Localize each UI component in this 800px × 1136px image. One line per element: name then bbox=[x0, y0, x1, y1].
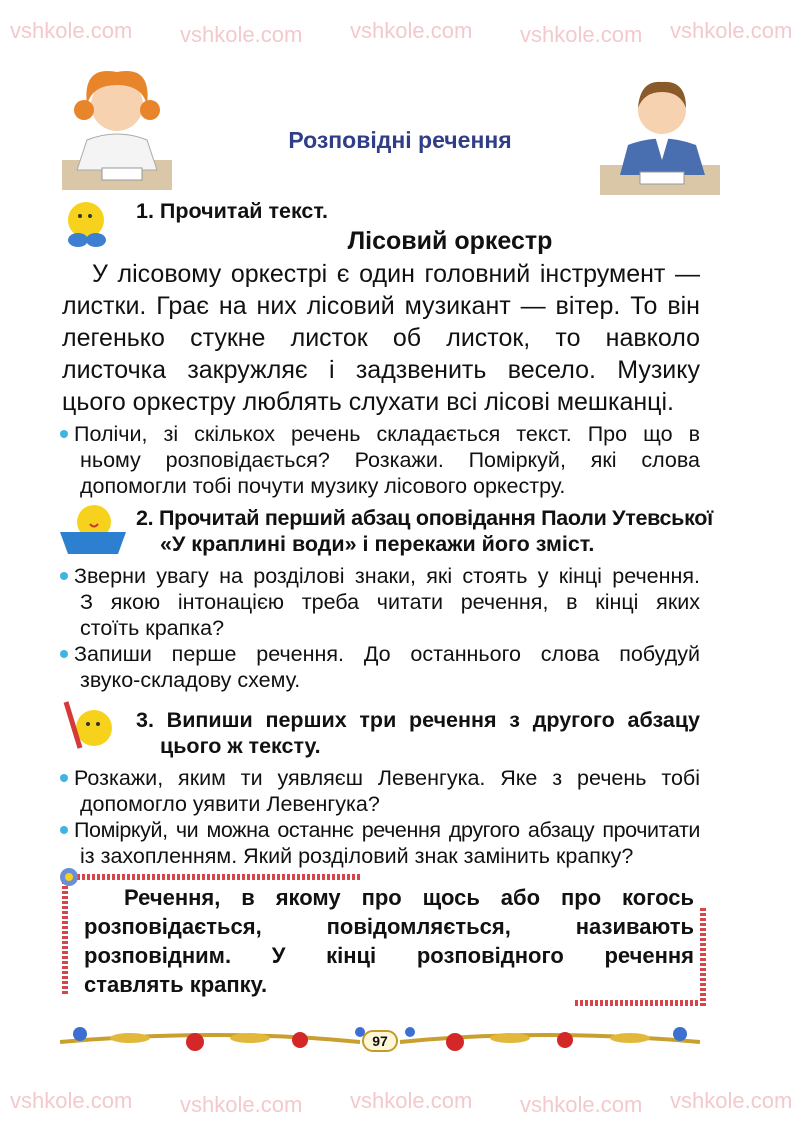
question-line: із захопленням. Який розділовий знак замінить крапку? bbox=[80, 844, 634, 868]
watermark-text: vshkole.com bbox=[520, 1092, 643, 1117]
rule-line: розповідається, повідомляється, називають bbox=[84, 914, 694, 939]
task-2-label: 2. Прочитай перший абзац оповідання Паоли Утевської bbox=[136, 506, 713, 530]
watermark-text: vshkole.com bbox=[180, 22, 303, 47]
story-line: легенько стукне листок об листок, то навколо bbox=[62, 324, 700, 352]
task-3-label: цього ж тексту. bbox=[160, 734, 321, 758]
rule-line: Речення, в якому про щось або про когось bbox=[124, 885, 694, 910]
watermark-text: vshkole.com bbox=[350, 18, 473, 43]
bullet-icon bbox=[60, 650, 68, 658]
question-line: Полічи, зі скількох речень складається текст. Про що в bbox=[74, 422, 700, 446]
girl-illustration bbox=[62, 60, 172, 190]
question-line: допомогло уявити Левенгука? bbox=[80, 792, 380, 816]
story-line: цього оркестру люблять слухати всі лісові мешканці. bbox=[62, 388, 674, 416]
smiley-book-icon bbox=[60, 502, 126, 559]
question-line: ньому розповідається? Розкажи. Поміркуй, які слова bbox=[80, 448, 700, 472]
task-3-label: 3. Випиши перших три речення з другого абзацу bbox=[136, 708, 700, 732]
bullet-icon bbox=[60, 572, 68, 580]
story-line: У лісовому оркестрі є один головний інструмент — bbox=[92, 260, 700, 288]
question-line: Зверни увагу на розділові знаки, які стоять у кінці речення. bbox=[74, 564, 700, 588]
bullet-icon bbox=[60, 430, 68, 438]
watermark-text: vshkole.com bbox=[670, 1088, 793, 1113]
question-line: З якою інтонацією треба читати речення, в кінці яких bbox=[80, 590, 700, 614]
question-line: стоїть крапка? bbox=[80, 616, 225, 640]
question-line: Запиши перше речення. До останнього слова побудуй bbox=[74, 642, 700, 666]
question-line: Розкажи, яким ти уявляєш Левенгука. Яке з речень тобі bbox=[74, 766, 700, 790]
page-number: 97 bbox=[362, 1030, 398, 1052]
rule-line: розповідним. У кінці розповідного речення bbox=[84, 943, 694, 968]
rule-line: ставлять крапку. bbox=[84, 972, 268, 997]
story-title: Лісовий оркестр bbox=[347, 227, 553, 255]
watermark-text: vshkole.com bbox=[10, 18, 133, 43]
task-1-label: 1. Прочитай текст. bbox=[136, 199, 328, 223]
smiley-reading-icon bbox=[58, 200, 114, 255]
watermark-text: vshkole.com bbox=[180, 1092, 303, 1117]
story-line: листки. Грає на них лісовий музикант — вітер. То він bbox=[62, 292, 700, 320]
watermark-text: vshkole.com bbox=[10, 1088, 133, 1113]
task-2-label: «У краплині води» і перекажи його зміст. bbox=[160, 532, 595, 556]
bullet-icon bbox=[60, 826, 68, 834]
question-line: звуко-складову схему. bbox=[80, 668, 301, 692]
bullet-icon bbox=[60, 774, 68, 782]
story-line: листочка закружляє і задзвенить весело. Музику bbox=[62, 356, 700, 384]
question-line: Поміркуй, чи можна останнє речення другого абзацу прочитати bbox=[74, 818, 700, 842]
watermark-text: vshkole.com bbox=[520, 22, 643, 47]
page-title: Розповідні речення bbox=[288, 127, 512, 153]
smiley-pencil-icon bbox=[58, 698, 118, 763]
question-line: допомогли тобі почути музику лісового оркестру. bbox=[80, 474, 566, 498]
watermark-text: vshkole.com bbox=[350, 1088, 473, 1113]
watermark-text: vshkole.com bbox=[670, 18, 793, 43]
flower-corner-icon bbox=[54, 862, 84, 897]
